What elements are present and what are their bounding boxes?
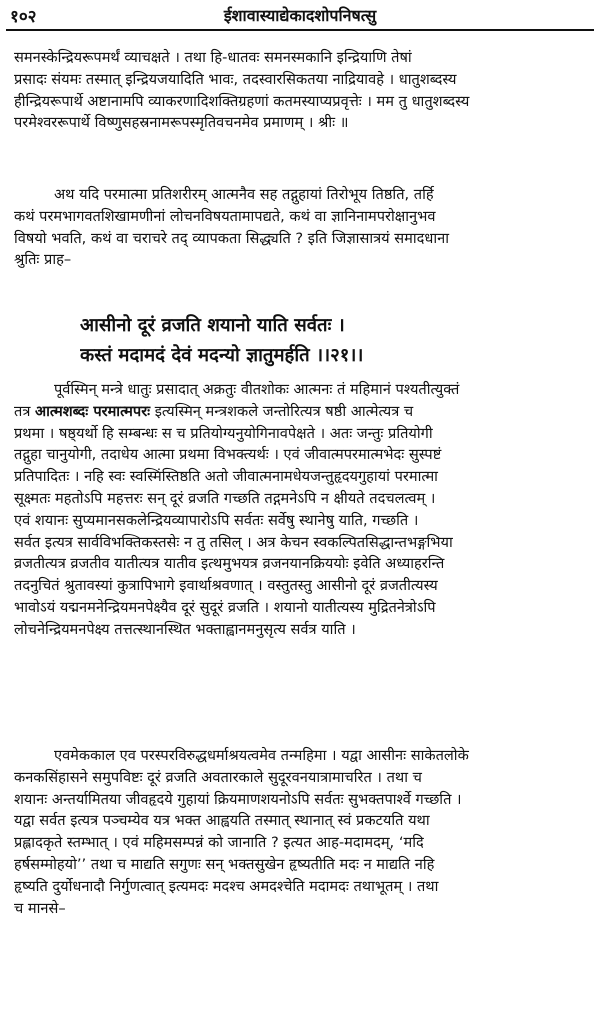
text-line: प्रसादः संयमः तस्मात् इन्द्रियजयादिति भावः, तदस्वारसिकतया नाद्रियावहे । धातुशब्दस्य (14, 70, 457, 88)
header-rule (6, 29, 594, 31)
paragraph-commentary-3 (14, 745, 589, 919)
paragraph-question (14, 184, 589, 271)
text-line: हर्षसम्मोहयो’’ तथा च माद्यति सगुणः सन् भक्तसुखेन हृष्यतीति मदः न माद्यति नहि (14, 855, 435, 873)
line-suffix: इत्यस्मिन् मन्त्रशकले जन्तोरित्यत्र षष्ठी आत्मेत्यत्र च (150, 402, 414, 420)
text-line: यद्वा सर्वत इत्यत्र पञ्चम्येव यत्र भक्त आह्वयति तस्मात् स्थानात् स्वं प्रकटयति यथा (14, 812, 430, 830)
text-line: एवं शयानः सुप्यमानसकलेन्द्रियव्यापारोऽपि सर्वतः सर्वेषु स्थानेषु याति, गच्छति । (14, 511, 419, 529)
text-line: शयानः अन्तर्यामितया जीवहृदये गुहायां क्रियमाणशयनोऽपि सर्वतः सुभक्तपार्श्वे गच्छति । (14, 790, 462, 808)
text-line: लोचनेन्द्रियमनपेक्ष्य तत्तत्स्थानस्थित भक्ताह्वानमनुसृत्य सर्वत्र याति । (14, 620, 356, 638)
bold-term: आत्मशब्दः परमात्मपरः (35, 402, 151, 420)
text-line: हीन्द्रियरूपार्थे अष्टानामपि व्याकरणादिशक्तिग्रहणां कतमस्याप्यप्रवृत्तेः । मम तु धातुशब्दस्य (14, 92, 470, 110)
text-line-with-bold (14, 401, 589, 423)
line-prefix: तत्र (14, 402, 36, 420)
paragraph-commentary-1 (14, 47, 589, 134)
text-line: सर्वत इत्यत्र सार्वविभक्तिकस्तसेः न तु तसिल् । अत्र केचन स्वकल्पितसिद्धान्तभङ्गभिया (14, 533, 453, 551)
text-line: तदनुचितं श्रुतावस्यां कुत्रापिभागे इवार्थाश्रवणात् । वस्तुतस्तु आसीनो दूरं व्रजतीत्यस्य (14, 577, 438, 595)
page-header (8, 2, 592, 26)
text-line: समनस्केन्द्रियरूपमर्थं व्याचक्षते । तथा हि-धातवः समनस्मकानि इन्द्रियाणि तेषां (14, 49, 412, 66)
text-line: भावोऽयं यद्मनमनेन्द्रियमनपेक्ष्यैव दूरं सुदूरं व्रजति । शयानो यातीत्यस्य मुद्रितनेत्रोऽपि (14, 598, 436, 616)
text-line: तद्गुहा चानुयोगी, तदाधेय आत्मा प्रथमा विभक्त्यर्थः । एवं जीवात्मपरमात्मभेदः सुस्पष्टं (14, 446, 442, 464)
text-line: विषयो भवति, कथं वा चराचरे तद् व्यापकता सिद्ध्यति ? इति जिज्ञासात्रयं समादधाना (14, 229, 450, 247)
verse-line-2: कस्तं मदामदं देवं मदन्यो ज्ञातुमर्हति ।।२१।। (80, 345, 364, 366)
text-line: पूर्वस्मिन् मन्त्रे धातुः प्रसादात् अक्रतुः वीतशोकः आत्मनः तं महिमानं पश्यतीत्युक्तं (54, 381, 460, 398)
text-line: परमेश्वररूपार्थे विष्णुसहस्रनामरूपस्मृतिवचनमेव प्रमाणम् । श्रीः ॥ (14, 114, 349, 132)
text-line: प्रतिपादितः । नहि स्वः स्वस्मिंस्तिष्ठति अतो जीवात्मनामधेयजन्तुहृदयगुहायां परमात्मा (14, 468, 438, 486)
text-line: एवमेककाल एव परस्परविरुद्धधर्माश्रयत्वमेव तन्महिमा । यद्वा आसीनः साकेतलोके (54, 747, 469, 764)
running-title: ईशावास्याद्येकादशोपनिषत्सु (223, 6, 377, 25)
text-line: कथं परमभागवतशिखामणीनां लोचनविषयतामापद्यते, कथं वा ज्ञानिनामपरोक्षानुभव (14, 207, 436, 225)
text-line: व्रजतीत्यत्र व्रजतीव यातीत्यत्र यातीव इत्थमुभयत्र व्रजनयानक्रिययोः इवेति अध्याहरन्ति (14, 555, 445, 573)
text-line: कनकसिंहासने समुपविष्टः दूरं व्रजति अवतारकाले सुदूरवनयात्रामाचरित । तथा च (14, 768, 422, 786)
text-line: प्रथमा । षष्ठ्यर्थो हि सम्बन्धः स च प्रतियोग्यनुयोगिनावपेक्षते । अतः जन्तुः प्रतियोगी (14, 424, 433, 442)
text-line: प्रह्लादकृते स्तम्भात् । एवं महिमसम्पन्नं को जानाति ? इत्यत आह-मदामदम्, ‘मदि (14, 834, 424, 852)
text-line: श्रुतिः प्राह– (14, 251, 72, 269)
verse-line-1: आसीनो दूरं व्रजति शयानो याति सर्वतः । (80, 315, 345, 336)
text-line: हृष्यति दुर्योधनादौ निर्गुणत्वात् इत्यमदः मदश्च अमदश्चेति मदामदः तथाभूतम् । तथा (14, 877, 439, 895)
mantra-verse (80, 311, 580, 371)
text-line: अथ यदि परमात्मा प्रतिशरीरम् आत्मनैव सह तद्गुहायां तिरोभूय तिष्ठति, तर्हि (54, 186, 434, 203)
text-line: सूक्ष्मतः महतोऽपि महत्तरः सन् दूरं व्रजति गच्छति तद्गमनेऽपि न क्षीयते तदचलत्वम् । (14, 489, 436, 507)
page-number: १०२ (10, 7, 37, 27)
paragraph-commentary-2 (14, 379, 589, 641)
text-line: च मानसे– (14, 899, 66, 917)
